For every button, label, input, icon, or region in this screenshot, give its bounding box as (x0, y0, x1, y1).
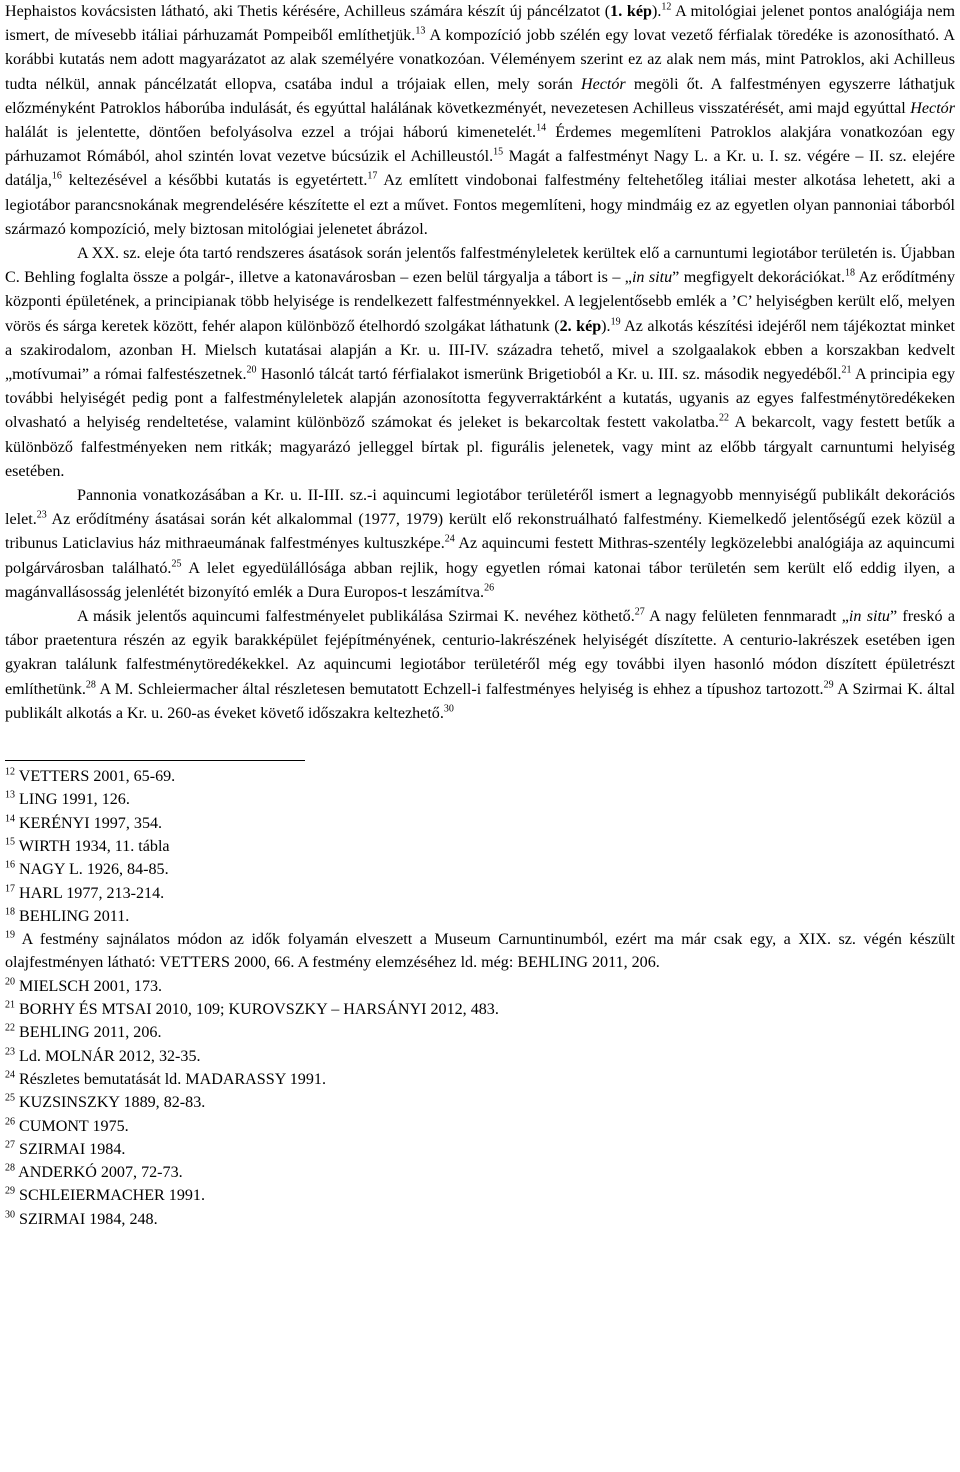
footnote-text: HARL 1977, 213-214. (15, 884, 165, 902)
text-run: Érdemes megemlíteni Patroklos alakjára vonatkozóan egy párhuzamot Rómából, ahol szintén lovat vezetve búcsúzik el Achilleustól. (5, 124, 955, 166)
text-run: A lelet egyedülállósága abban rejlik, hogy egyetlen római katonai tábor területén sem került elő eddig ilyen, a magánvallásosság jelenlétét bizonyító emlék a Dura Europos-t leszámítva. (5, 559, 955, 601)
text-run: A másik jelentős aquincumi falfestményelet publikálása Szirmai K. nevéhez köthető. (77, 608, 635, 626)
footnote-number: 22 (5, 1023, 15, 1034)
footnote-text: BORHY ÉS MTSAI 2010, 109; KUROVSZKY – HARSÁNYI 2012, 483. (15, 1001, 499, 1019)
footnote-number: 24 (5, 1069, 15, 1081)
text-run: Az erődítmény központi épületének, a principianak több helyisége is rendelkezett falfestménnyekkel. A legjelentősebb emlék a ’C’ helyiségben került elő, melyen vörös és sárga keretek között, fehér alapon különböző ételhordó szolgákat láthatunk ( (5, 269, 956, 335)
footnote (5, 812, 955, 835)
footnote-number: 28 (5, 1162, 15, 1174)
footnote-text: SZIRMAI 1984. (15, 1140, 126, 1158)
footnote-number: 30 (5, 1209, 15, 1221)
footnote (5, 975, 955, 998)
footnote-ref: 20 (246, 364, 257, 376)
footnote-text: KERÉNYI 1997, 354. (15, 814, 163, 832)
paragraph (5, 242, 955, 484)
paragraph (5, 0, 955, 242)
text-run: Hasonló tálcát tartó férfialakot ismerünk Brigetioból a Kr. u. III. sz. második negyedéből. (256, 366, 842, 384)
footnote-ref: 15 (493, 146, 504, 158)
footnote-text: BEHLING 2011, 206. (15, 1024, 162, 1042)
text-run: Az alkotás készítési idejéről nem tájékoztat minket a szakirodalom, azonban H. Mielsch kutatásai alapján a Kr. u. III-IV. századra tehető, mivel a szolgaalakok ebben a korszakban kedvelt „motívumai” a római falfestészetnek. (5, 317, 956, 384)
footnote (5, 1068, 955, 1091)
text-run: A bekarcolt, vagy festett betűk a különböző falfestményeken nem ritkák; magyarázó jelleggel bírtak pl. figurális jelenetek, vagy mint az előbb tárgyalt carnuntumi helyiség esetében. (5, 414, 955, 480)
text-run: ” freskó a tábor praetentura részén az egyik barakképület fejépítményének, centurio-lakrészének helyiségét díszítette. A centurio-lakrészek esetében igen gyakran találunk falfestménytöredékekkel. Az aquincumi legiotábor területéről még egy további ilyen hasonló módon díszített épületrészt említhetünk. (5, 608, 956, 698)
text-run: A Szirmai K. által publikált alkotás a Kr. u. 260-as éveket követő időszakra keltezhető. (5, 680, 956, 722)
body-text (5, 0, 955, 726)
footnote (5, 765, 955, 788)
text-run: keltezésével a későbbi kutatás is egyetértett. (61, 172, 368, 190)
text-run: ” megfigyelt dekorációkat. (672, 269, 845, 287)
footnote-number: 25 (5, 1092, 15, 1104)
text-run: Magát a falfestményt Nagy L. a Kr. u. I. sz. végére – II. sz. elejére datálja, (5, 148, 955, 190)
paragraph (5, 484, 955, 605)
footnote-ref: 22 (718, 413, 729, 425)
footnote-number: 18 (5, 906, 15, 918)
footnote (5, 1091, 955, 1114)
footnote-number: 15 (5, 836, 15, 848)
text-run: A mitológiai jelenet pontos analógiája nem ismert, de mívesebb itáliai párhuzamát Pompeiből említhetjük. (5, 3, 956, 45)
text-run: A kompozíció jobb szélén egy lovat vezető férfialak töredéke is azonosítható. A korábbi kutatás nem adott magyarázatot az alak személyére vonatkozóan. Véleményem szerint ez az alak nem más, mint Patroklos, aki Achilleus tudta nélkül, annak páncélzatát ellopva, csatába indul a trójaiak ellen, mely során (5, 27, 955, 93)
footnote-number: 14 (5, 813, 15, 825)
text-run: A nagy felületen fennmaradt „ (644, 608, 849, 626)
footnote (5, 998, 955, 1021)
footnote-number: 29 (5, 1186, 15, 1198)
footnote (5, 1021, 955, 1044)
footnote (5, 928, 955, 975)
footnote-text: KUZSINSZKY 1889, 82-83. (15, 1094, 206, 1112)
text-run: Az említett vindobonai falfestmény feltehetőleg itáliai mester alkotása lehetett, aki a legiotábor parancsnokának megrendelésére készítette el ezt a művet. Fontos megemlíteni, hogy mindmáig ez az egyetlen olyan pannoniai táborból származó kompozíció, mely biztosan mitológiai jelenetet ábrázol. (5, 172, 955, 238)
footnote-text: VETTERS 2001, 65-69. (15, 768, 176, 786)
emphasis-text: Hectór (910, 99, 955, 117)
footnote-ref: 18 (844, 267, 855, 279)
footnote-number: 17 (5, 883, 15, 895)
footnote-text: A festmény sajnálatos módon az idők folyamán elveszett a Museum Carnuntinumból, ezért ma már csak egy, a XIX. sz. végén készült olajfestményen látható: VETTERS 2000, 66. A festmény elemzéséhez ld. még: BEHLING 2011, 206. (5, 931, 955, 972)
text-run: ). (651, 3, 662, 20)
emphasis-text: in situ (631, 269, 673, 287)
footnote-ref: 13 (415, 25, 426, 37)
footnote-text: Ld. MOLNÁR 2012, 32-35. (15, 1047, 201, 1065)
text-run: halálát is jelentette, döntően befolyásolva ezzel a trójai háború kimenetelét. (5, 124, 537, 142)
footnote-ref: 29 (823, 679, 834, 691)
footnote-ref: 19 (610, 316, 621, 328)
footnote-number: 13 (5, 790, 15, 802)
footnote (5, 788, 955, 811)
text-run: Pannonia vonatkozásában a Kr. u. II-III. sz.-i aquincumi legiotábor területéről ismert a legnagyobb mennyiségű publikált dekorációs lelet. (5, 487, 955, 529)
footnote-ref: 17 (367, 171, 378, 183)
text-run: Az erődítmény ásatásai során két alkalommal (1977, 1979) került elő rekonstruálható falfestmény. Kiemelkedő jelentőségű ezek közül a tribunus Laticlavius ház mithraeumának falfestményes kultuszképe. (5, 511, 955, 553)
footnote-number: 26 (5, 1116, 15, 1128)
text-run: Az aquincumi festett Mithras-szentély legközelebbi analógiája az aquincumi polgárvárosban található. (5, 535, 955, 577)
footnote (5, 1208, 955, 1231)
text-run: ). (601, 317, 611, 335)
footnote-number: 27 (5, 1139, 15, 1151)
footnote-text: MIELSCH 2001, 173. (15, 977, 163, 995)
footnote-ref: 30 (443, 703, 454, 715)
footnote-ref: 24 (444, 534, 455, 546)
footnote-text: SZIRMAI 1984, 248. (15, 1210, 158, 1228)
text-run: A M. Schleiermacher által részletesen bemutatott Echzell-i falfestményes helyiség is ehhez a típushoz tartozott. (95, 680, 824, 698)
footnote (5, 882, 955, 905)
footnote-text: SCHLEIERMACHER 1991. (15, 1187, 206, 1205)
text-run: Hephaistos kovácsisten látható, aki Thetis kérésére, Achilleus számára készít új páncélzatot ( (5, 3, 611, 20)
footnote-text: Részletes bemutatását ld. MADARASSY 1991. (15, 1070, 326, 1088)
footnote-ref: 27 (634, 606, 645, 618)
footnote-number: 20 (5, 976, 15, 988)
footnote (5, 1045, 955, 1068)
text-run: A XX. sz. eleje óta tartó rendszeres ásatások során jelentős falfestményleletek kerültek elő a carnuntumi legiotábor területén is. Újabban C. Behling foglalta össze a polgár-, illetve a katonavárosban – ezen belül tárgyalja a tábort is – „ (5, 245, 955, 287)
footnote (5, 1161, 955, 1184)
footnote-number: 23 (5, 1046, 15, 1058)
footnote-ref: 26 (484, 582, 495, 594)
footnote (5, 835, 955, 858)
footnote (5, 858, 955, 881)
footnote (5, 1138, 955, 1161)
footnote-text: BEHLING 2011. (15, 907, 130, 925)
footnote-ref: 23 (36, 509, 47, 521)
footnote-ref: 21 (841, 364, 852, 376)
text-run: megöli őt. A falfestményen egyszerre láthatjuk előzményként Patroklos háborúba indulását, és egyúttal halálának következményét, nevezetesen Achilleus visszatérését, ami majd egyúttal (5, 75, 955, 117)
footnote-ref: 12 (661, 1, 672, 13)
emphasis-text: Hectór (580, 75, 626, 93)
footnote-number: 16 (5, 859, 15, 871)
text-run: A principia egy további helyiségét pedig pont a falfestményleletek alapján azonosította fegyverraktárként a kutatás, ugyanis az egyes falfestménytöredékeken olvasható a helyiség rendeltetése, valamint különböző számokat és jeleket is bekarcoltak festett vakolatba. (5, 366, 955, 432)
footnote-ref: 28 (85, 679, 96, 691)
footnote-number: 12 (5, 766, 15, 778)
footnote-number: 19 (5, 929, 15, 941)
figure-reference: 1. kép (610, 3, 652, 20)
footnote (5, 905, 955, 928)
footnote-ref: 14 (536, 122, 547, 134)
footnote-ref: 25 (171, 558, 182, 570)
footnote-number: 21 (5, 999, 15, 1011)
figure-reference: 2. kép (559, 317, 602, 335)
footnote-text: WIRTH 1934, 11. tábla (15, 837, 170, 855)
footnote-ref: 16 (51, 171, 62, 183)
footnote-text: NAGY L. 1926, 84-85. (15, 861, 169, 879)
footnote-text: CUMONT 1975. (15, 1117, 129, 1135)
footnote-text: LING 1991, 126. (15, 791, 130, 809)
paragraph (5, 605, 955, 726)
emphasis-text: in situ (848, 608, 890, 626)
footnote-separator (5, 760, 305, 761)
footnote (5, 1184, 955, 1207)
footnote-text: ANDERKÓ 2007, 72-73. (15, 1164, 183, 1182)
footnotes (5, 765, 955, 1231)
footnote (5, 1115, 955, 1138)
